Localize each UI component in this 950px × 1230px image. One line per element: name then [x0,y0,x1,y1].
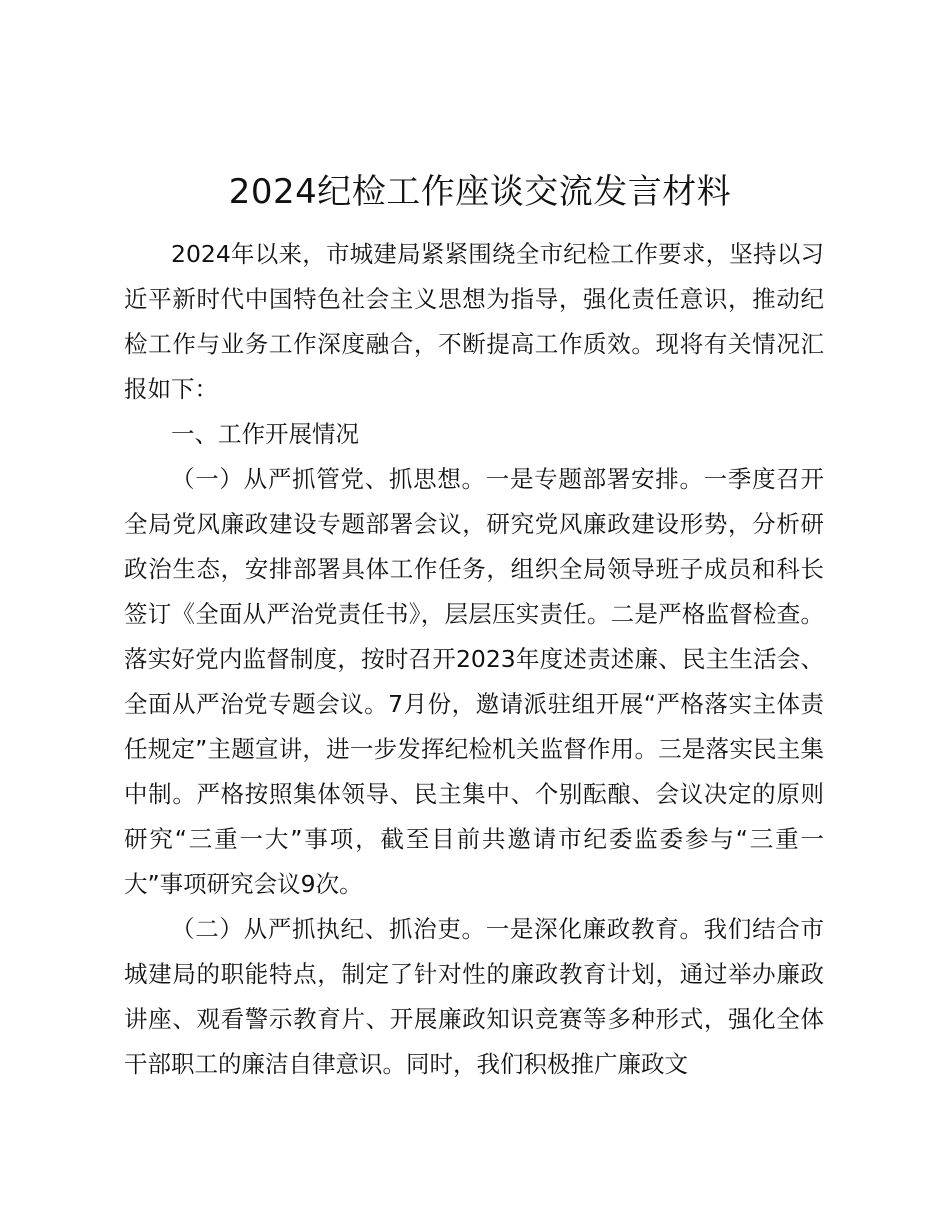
section-2-paragraph: （二）从严抓执纪、抓治吏。一是深化廉政教育。我们结合市城建局的职能特点，制定了针对性的廉政教育计划，通过举办廉政讲座、观看警示教育片、开展廉政知识竞赛等多种形式，强化全体干部职工的廉洁自律意识。同时，我们积极推广廉政文 [124,915,824,1078]
intro-paragraph: 2024年以来，市城建局紧紧围绕全市纪检工作要求，坚持以习近平新时代中国特色社会主义思想为指导，强化责任意识，推动纪检工作与业务工作深度融合，不断提高工作质效。现将有关情况汇报如下： [124,240,824,403]
document-title: 2024纪检工作座谈交流发言材料 [228,172,732,212]
section-heading: 一、工作开展情况 [171,420,359,448]
section-1-paragraph: （一）从严抓管党、抓思想。一是专题部署安排。一季度召开全局党风廉政建设专题部署会议，研究党风廉政建设形势，分析研政治生态，安排部署具体工作任务，组织全局领导班子成员和科长签订《全面从严治党责任书》，层层压实责任。二是严格监督检查。落实好党内监督制度，按时召开2023年度述责述廉、民主生活会、全面从严治党专题会议。7月份，邀请派驻组开展“严格落实主体责任规定”主题宣讲，进一步发挥纪检机关监督作用。三是落实民主集中制。严格按照集体领导、民主集中、个别酝酿、会议决定的原则研究“三重一大”事项，截至目前共邀请市纪委监委参与“三重一大”事项研究会议9次。 [124,465,824,898]
document-body [124,232,824,1087]
